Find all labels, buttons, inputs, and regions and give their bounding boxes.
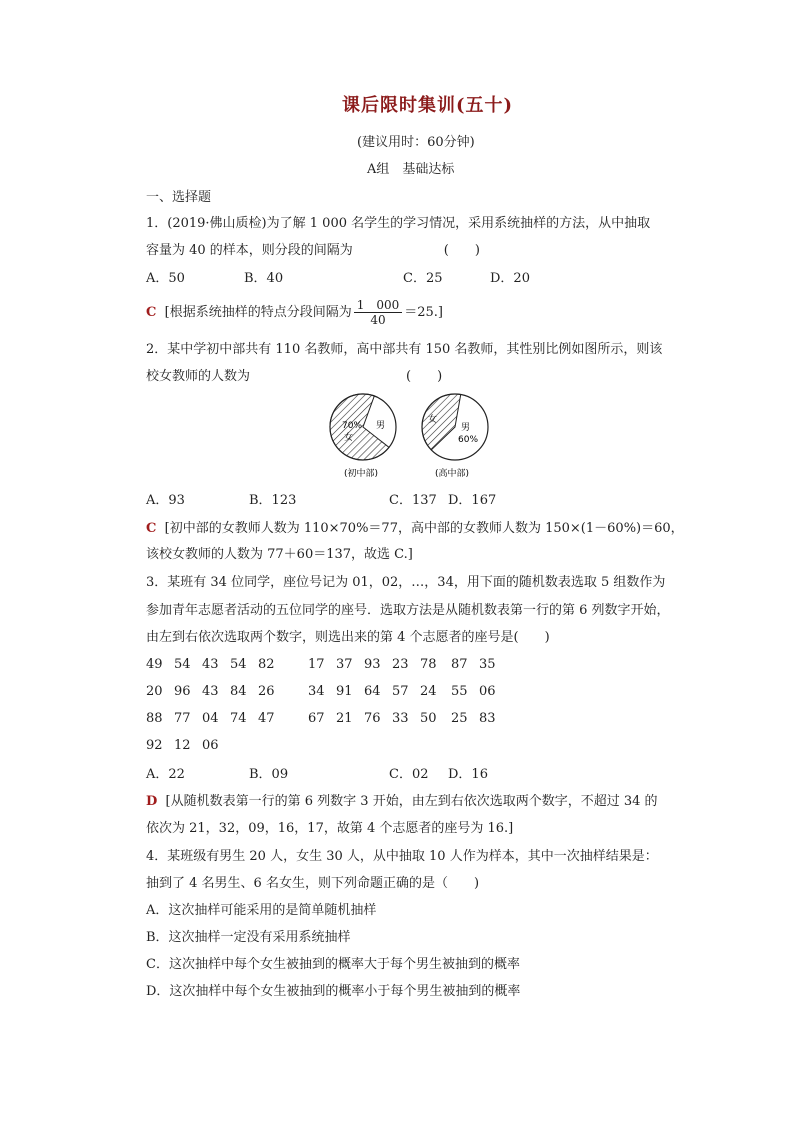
q3-line3: 由左到右依次选取两个数字，则选出来的第 4 个志愿者的座号是( ) [146,630,550,645]
q2-line2: 校女教师的人数为 ( ) [146,369,443,384]
random-number-cell: 33 [392,711,409,726]
random-number-cell: 87 [451,657,468,672]
q1-explanation [146,298,443,327]
random-number-cell: 82 [258,657,275,672]
pie-junior-male-label: 男 [376,421,386,431]
q1-exp-pre: [根据系统抽样的特点分段间隔为 [164,305,352,320]
random-number-cell: 93 [364,657,381,672]
pie-junior-female-label: 女 [344,433,354,443]
random-number-cell: 57 [392,684,409,699]
q3-line1: 3．某班有 34 位同学，座位号记为 01，02，…，34，用下面的随机数表选取 5 组数作为 [146,575,666,590]
q1-frac-den: 40 [370,313,386,327]
q4-line1: 4．某班级有男生 20 人，女生 30 人，从中抽取 10 人作为样本，其中一次抽样结果是： [146,849,658,864]
random-number-cell: 49 [146,657,163,672]
q1-frac-num: 1 000 [354,298,403,313]
q2-explanation-line1 [146,521,684,537]
random-number-cell: 67 [308,711,325,726]
q4-option-a: A．这次抽样可能采用的是简单随机抽样 [146,903,377,918]
random-number-cell: 64 [364,684,381,699]
random-number-cell: 06 [479,684,496,699]
random-number-cell: 43 [202,684,219,699]
q2-exp1: [初中部的女教师人数为 110×70%＝77，高中部的女教师人数为 150×(1－60%)＝60， [164,521,684,536]
q2-line1: 2．某中学初中部共有 110 名教师，高中部共有 150 名教师，其性别比例如图所示，则该 [146,342,663,357]
q1-answer: C [146,305,157,320]
pie-junior [330,394,396,479]
q1-option-a: A．50 [146,271,185,286]
random-number-cell: 91 [336,684,353,699]
group-heading: A组 基础达标 [367,162,455,177]
random-number-cell: 54 [174,657,191,672]
section-heading: 一、选择题 [146,190,212,205]
random-number-cell: 77 [174,711,191,726]
random-number-cell: 78 [420,657,437,672]
q2-answer: C [146,521,157,536]
q4-option-b: B．这次抽样一定没有采用系统抽样 [146,930,351,945]
q3-option-d: D．16 [448,767,488,782]
random-number-cell: 88 [146,711,163,726]
pie-junior-caption: (初中部) [344,469,379,479]
random-number-cell: 43 [202,657,219,672]
page-title: 课后限时集训(五十) [342,95,514,116]
random-number-cell: 55 [451,684,468,699]
random-number-cell: 83 [479,711,496,726]
random-number-cell: 04 [202,711,219,726]
pie-junior-female-pct: 70% [342,421,363,431]
random-number-cell: 23 [392,657,409,672]
q1-option-b: B．40 [244,271,284,286]
q2-option-d: D．167 [448,493,497,508]
random-number-cell: 20 [146,684,163,699]
random-number-cell: 50 [420,711,437,726]
random-number-cell: 12 [174,738,191,753]
q3-option-c: C．02 [389,767,429,782]
q1-option-d: D．20 [490,271,530,286]
random-number-cell: 54 [230,657,247,672]
pie-senior-male-pct: 60% [458,435,479,445]
random-number-cell: 74 [230,711,247,726]
q2-explanation-line2: 该校女教师的人数为 77＋60＝137，故选 C.] [146,547,413,562]
q3-answer: D [146,794,158,809]
random-number-cell: 92 [146,738,163,753]
q2-option-c: C．137 [389,493,437,508]
q3-explanation-line2: 依次为 21，32，09，16，17，故第 4 个志愿者的座号为 16.] [146,821,514,836]
random-number-cell: 35 [479,657,496,672]
random-number-cell: 24 [420,684,437,699]
q2-pie-figure [320,390,490,482]
random-number-cell: 37 [336,657,353,672]
q3-option-b: B．09 [249,767,289,782]
q3-exp1: [从随机数表第一行的第 6 列数字 3 开始，由左到右依次选取两个数字，不超过 34 的 [165,794,658,809]
q4-option-c: C．这次抽样中每个女生被抽到的概率大于每个男生被抽到的概率 [146,957,520,972]
q3-option-a: A．22 [146,767,185,782]
random-number-cell: 25 [451,711,468,726]
q3-line2: 参加青年志愿者活动的五位同学的座号．选取方法是从随机数表第一行的第 6 列数字开始， [146,603,670,618]
random-number-cell: 06 [202,738,219,753]
random-number-cell: 26 [258,684,275,699]
q2-option-b: B．123 [249,493,297,508]
q1-option-c: C．25 [403,271,443,286]
q1-exp-post: ＝25.] [404,305,443,320]
pie-senior [422,394,488,479]
pie-senior-male-label: 男 [461,423,471,433]
random-number-cell: 76 [364,711,381,726]
random-number-cell: 47 [258,711,275,726]
pie-senior-female-label: 女 [428,415,438,425]
q3-explanation-line1 [146,794,658,810]
random-number-cell: 21 [336,711,353,726]
q4-option-d: D．这次抽样中每个女生被抽到的概率小于每个男生被抽到的概率 [146,984,521,999]
q2-option-a: A．93 [146,493,185,508]
q1-fraction [354,298,403,327]
pie-senior-caption: (高中部) [435,469,470,479]
q1-line1: 1．(2019·佛山质检)为了解 1 000 名学生的学习情况，采用系统抽样的方法，从中抽取 [146,216,651,231]
q4-line2: 抽到了 4 名男生、6 名女生，则下列命题正确的是（ ) [146,876,480,891]
random-number-cell: 96 [174,684,191,699]
random-number-cell: 17 [308,657,325,672]
time-hint: (建议用时：60分钟) [357,135,475,150]
q1-line2: 容量为 40 的样本，则分段的间隔为 ( ) [146,243,480,258]
random-number-cell: 34 [308,684,325,699]
random-number-cell: 84 [230,684,247,699]
